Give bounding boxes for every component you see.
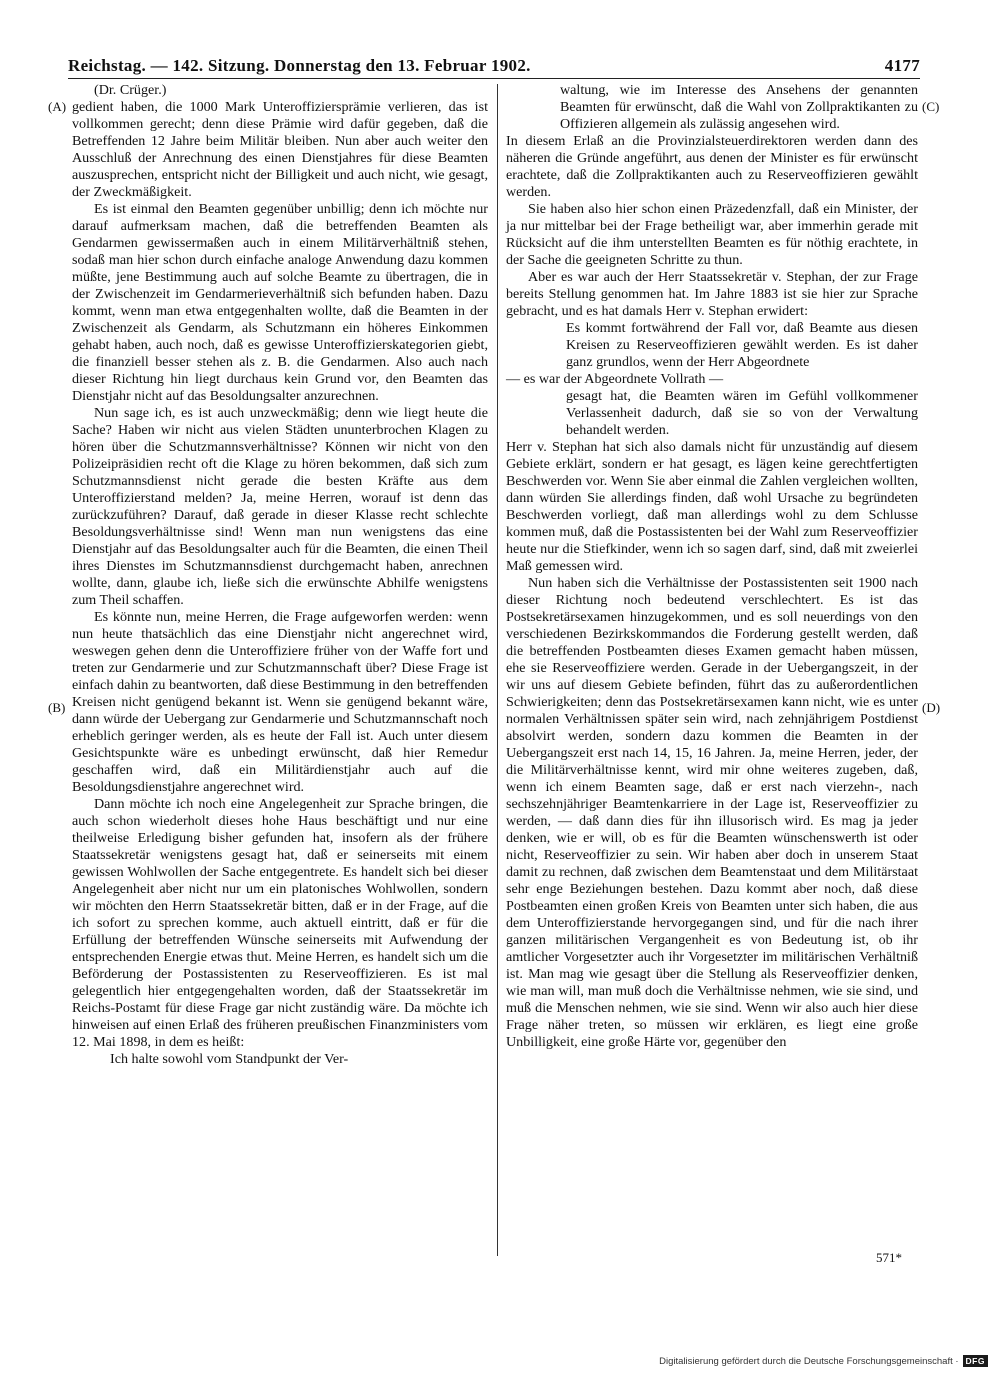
footer-text: Digitalisierung gefördert durch die Deutsche Forschungsgemeinschaft · [659, 1355, 959, 1367]
quotation: Es kommt fortwährend der Fall vor, daß Beamte aus diesen Kreisen zu Reserveoffizieren gewählt werden. Es ist daher ganz grundlos, wenn der Herr Abgeordnete [566, 320, 918, 370]
paragraph: Nun haben sich die Verhältnisse der Postassistenten seit 1900 nach dieser Richtung noch bedeutend verschlechtert. Es ist das Postsekretärsexamen hinzugekommen, und es soll neuerdings von den verschiedenen Bezirkskommandos die Forderung gestellt werden, daß die betreffenden Postbeamten dieses Examen gemacht haben müssen, ehe sie Reserveoffiziere werden. Gerade in der Uebergangszeit, in der wir uns auf diesem Gebiete befinden, führt das zu außerordentlichen Schwierigkeiten; denn das Postsekretärsexamen kann nicht, wie es unter normalen Verhältnissen später sein wird, nach zehnjährigem Postdienst absolvirt werden, sondern dazu kommen die Beamten in der Uebergangszeit erst nach 14, 15, 16 Jahren. Ja, meine Herren, jeder, der die Militärverhältnisse kennt, wird mir ohne weiteres zugeben, daß, wenn ich einem Beamten sage, daß er erst nach vierzehn-, nach sechszehnjähriger Beamtenkarriere in der Lage ist, Reserveoffizier zu werden, — daß dann dies für ihn illusorisch wird. Es mag ja jeder denken, wie er will, ob es für die Beamten wünschenswerth ist oder nicht, Reserveoffizier zu sein. Wir haben aber doch in unserem Staat damit zu rechnen, daß zwischen dem Beamtenstaat und dem Militärstaat sehr enge Beziehungen bestehen. Dazu kommt aber noch, daß diese Postbeamten einen großen Kreis von Beamten unter sich haben, die aus dem Unteroffizierstande hervorgegangen sind, und für die nach ihrer ganzen militärischen Vergangenheit es von Bedeutung ist, ob ihr amtlicher Vorgesetzter auch ihr Vorgesetzter im militärischen Verhältniß ist. Man mag wie gesagt über die Stellung als Reserveoffizier denken, wie man will, man muß doch die Verhältnisse nehmen, wie sie sind, und muß die Menschen nehmen, wie sie sind. Wenn wir also auch hier diese Frage näher treten, so müssen wir erklären, es liegt eine große Unbilligkeit, eine große Härte vor, gegenüber den [506, 575, 918, 1050]
paragraph: Aber es war auch der Herr Staatssekretär v. Stephan, der zur Frage bereits Stellung genommen hat. Im Jahre 1883 ist sie hier zur Sprache gebracht, und es hat damals Herr v. Stephan erwidert: [506, 269, 918, 319]
page-footer [659, 1355, 988, 1367]
paragraph: Herr v. Stephan hat sich also damals nicht für unzuständig auf diesem Gebiete erklärt, sondern er hat gesagt, es lägen keine gerechtfertigten Beschwerden vor. Wenn Sie aber einmal die Zahlen vergleichen wollten, dann würden Sie allerdings finden, daß wohl Ursache zu begründeten Beschwerden vorliegt, daß man allerdings wohl zu dem Schlusse kommen muß, daß die Postassistenten bei der Wahl zum Reserveoffizier heute nur die Stiefkinder, wenn ich so sagen darf, sind, daß mit zweierlei Maß gemessen wird. [506, 439, 918, 574]
page-number: 4177 [884, 56, 920, 75]
paragraph: Nun sage ich, es ist auch unzweckmäßig; denn wie liegt heute die Sache? Haben wir nicht aus vielen Städten ununterbrochen Klagen zu hören über die Schutzmannsverhältnisse? Können wir nicht von den Polizeipräsidien recht oft die Klage zu hören bekommen, daß sich zum Schutzmannsdienst nicht gerade die besten Kräfte aus dem Unteroffizierstand melden? Ja, meine Herren, worauf ist denn das zurückzuführen? Darauf, daß gerade in dieser Klasse recht schlechte Besoldungsverhältnisse sind! Wenn man nun wenigstens das eine Dienstjahr auf das Besoldungsalter auch für die Beamten, die einen Theil ihres Dienstes im Schutzmannsdienst durchgemacht haben, anrechnen wollte, dann, glaube ich, ließe sich die erwünschte Abhilfe wenigstens zum Theil schaffen. [72, 405, 488, 608]
left-column [72, 82, 488, 1068]
paragraph: gedient haben, die 1000 Mark Unteroffiziersprämie verlieren, das ist vollkommen gerecht; denn diese Prämie wird dafür gegeben, daß die Betreffenden 12 Jahre beim Militär bleiben. Nun aber auch weiter den Ausschluß der Anrechnung des einen Dienstjahres für diese Beamten auszusprechen, entspricht nicht der Billigkeit und auch nicht, wie gesagt, der Zweckmäßigkeit. [72, 99, 488, 200]
paragraph: Es könnte nun, meine Herren, die Frage aufgeworfen werden: wenn nun heute thatsächlich das eine Dienstjahr nicht angerechnet wird, weswegen gehen denn die Unteroffiziere früher von der Waffe fort und treten zur Gendarmerie und zur Schutzmannschaft über? Diese Frage ist einfach dahin zu beantworten, daß diese Bestimmung in den betreffenden Kreisen nicht genügend bekannt ist. Wenn sie genügend bekannt wäre, dann würde der Uebergang zur Gendarmerie und Schutzmannschaft noch erheblich geringer werden, als es heute der Fall ist. Auch unter diesem Gesichtspunkte wäre es unbedingt erwünscht, daß hier Remedur geschaffen wird, daß ein Militärdienstjahr auch auf die Besoldungsdienstjahre angerechnet wird. [72, 609, 488, 795]
paragraph: In diesem Erlaß an die Provinzialsteuerdirektoren werden dann des näheren die Gründe angeführt, aus denen der Minister es für erwünscht erachtete, daß die Zollpraktikanten auch zu Reserveoffizieren gewählt werden. [506, 133, 918, 200]
margin-marker-b: (B) [48, 700, 66, 715]
margin-marker-c: (C) [922, 99, 940, 114]
signature-mark: 571* [876, 1250, 902, 1265]
quotation: gesagt hat, die Beamten wären im Gefühl vollkommener Verlassenheit dadurch, daß sie so von der Verwaltung behandelt werden. [566, 388, 918, 438]
header-rule [68, 78, 920, 79]
margin-marker-d: (D) [922, 700, 941, 715]
interjection: — es war der Abgeordnete Vollrath — [506, 371, 724, 387]
margin-marker-a: (A) [48, 99, 67, 114]
speaker-name: (Dr. Crüger.) [94, 82, 167, 98]
right-column [506, 82, 918, 1051]
paragraph: Sie haben also hier schon einen Präzedenzfall, daß ein Minister, der ja nur mittelbar bei der Frage betheiligt war, aber immerhin gerade mit Rücksicht auf die ihm unterstellten Beamten es für nöthig erachtete, in der Sache die geeigneten Schritte zu thun. [506, 201, 918, 268]
paragraph: waltung, wie im Interesse des Ansehens der genannten Beamten für erwünscht, daß die Wahl von Zollpraktikanten zu Offizieren allgemein als zulässig angesehen wird. [560, 82, 918, 132]
paragraph: Es ist einmal den Beamten gegenüber unbillig; denn ich möchte nur darauf aufmerksam machen, daß die betreffenden Beamten als Gendarmen gewissermaßen auch in einem Militärverhältniß stehen, sodaß man hier schon durch einfache analoge Anwendung dazu kommen müßte, jene Bestimmung auch auf solche Beamte zu übertragen, die in der Zwischenzeit im Gendarmerieverhältniß sich befunden haben. Dazu kommt, wenn man etwa entgegenhalten wollte, daß die Beamten in der Zwischenzeit als Gendarm, als Schutzmann ein höheres Einkommen gehabt haben, auch noch, daß es gewisse Unteroffizierskategorien giebt, die finanziell besser stehen als z. B. die Gendarmen. Also auch nach dieser Richtung hin liegt durchaus kein Grund vor, den Beamten das Dienstjahr nicht auf das Besoldungsalter anzurechnen. [72, 201, 488, 404]
paragraph: Ich halte sowohl vom Standpunkt der Ver- [110, 1051, 349, 1067]
paragraph: Dann möchte ich noch eine Angelegenheit zur Sprache bringen, die auch schon wiederholt dieses hohe Haus beschäftigt und nur eine theilweise Erledigung bisher gefunden hat, insofern als der frühere Staatssekretär wenigstens gesagt hat, daß er seinerseits mit einem gewissen Wohlwollen der Sache entgegentrete. Es handelt sich bei dieser Angelegenheit aber nicht nur um ein platonisches Wohlwollen, sondern wir möchten den Herrn Staatssekretär bitten, daß er in der Frage, auf die ich sofort zu sprechen komme, auch aktuell eintritt, daß er für die Erfüllung der betreffenden Wünsche seinerseits mit Aufwendung der entsprechenden Energie etwas thut. Meine Herren, es handelt sich um die Beförderung der Postassistenten zu Reserveoffizieren. Es ist mal gelegentlich hier entgegengehalten worden, daß der Staatssekretär im Reichs-Postamt für diese Frage gar nicht zuständig wäre. Da möchte ich hinweisen auf einen Erlaß des früheren preußischen Finanzministers vom 12. Mai 1898, in dem es heißt: [72, 796, 488, 1050]
dfg-logo-icon: DFG [963, 1355, 988, 1367]
header-title: Reichstag. — 142. Sitzung. Donnerstag den 13. Februar 1902. [68, 56, 531, 75]
column-divider [497, 84, 498, 1256]
page-header [68, 50, 920, 76]
